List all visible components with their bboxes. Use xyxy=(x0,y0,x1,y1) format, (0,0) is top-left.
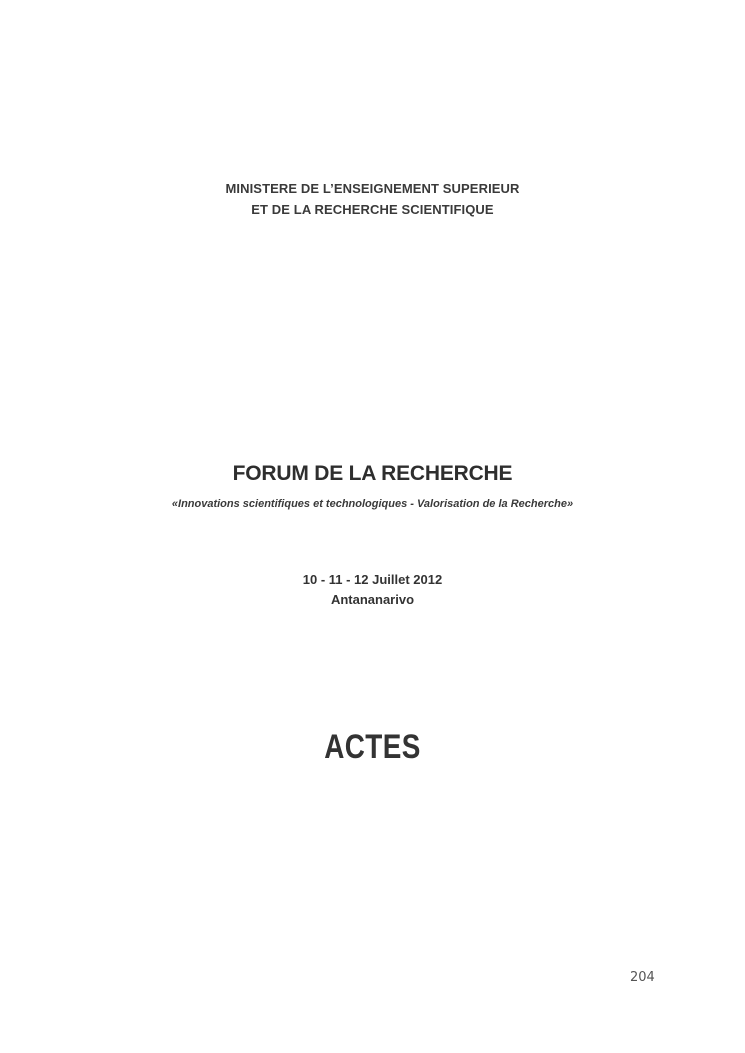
ministry-line-2: ET DE LA RECHERCHE SCIENTIFIQUE xyxy=(251,202,494,217)
ministry-line-1: MINISTERE DE L’ENSEIGNEMENT SUPERIEUR xyxy=(225,181,520,196)
event-dates: 10 - 11 - 12 Juillet 2012 xyxy=(302,572,443,587)
document-type-title: ACTES xyxy=(324,728,421,766)
forum-title: FORUM DE LA RECHERCHE xyxy=(232,462,513,485)
event-info xyxy=(0,570,745,610)
page-number: 204 xyxy=(630,970,655,985)
forum-subtitle: «Innovations scientifiques et technologiques - Valorisation de la Recherche» xyxy=(171,498,574,510)
event-location: Antananarivo xyxy=(330,592,415,607)
ministry-header xyxy=(0,178,745,220)
